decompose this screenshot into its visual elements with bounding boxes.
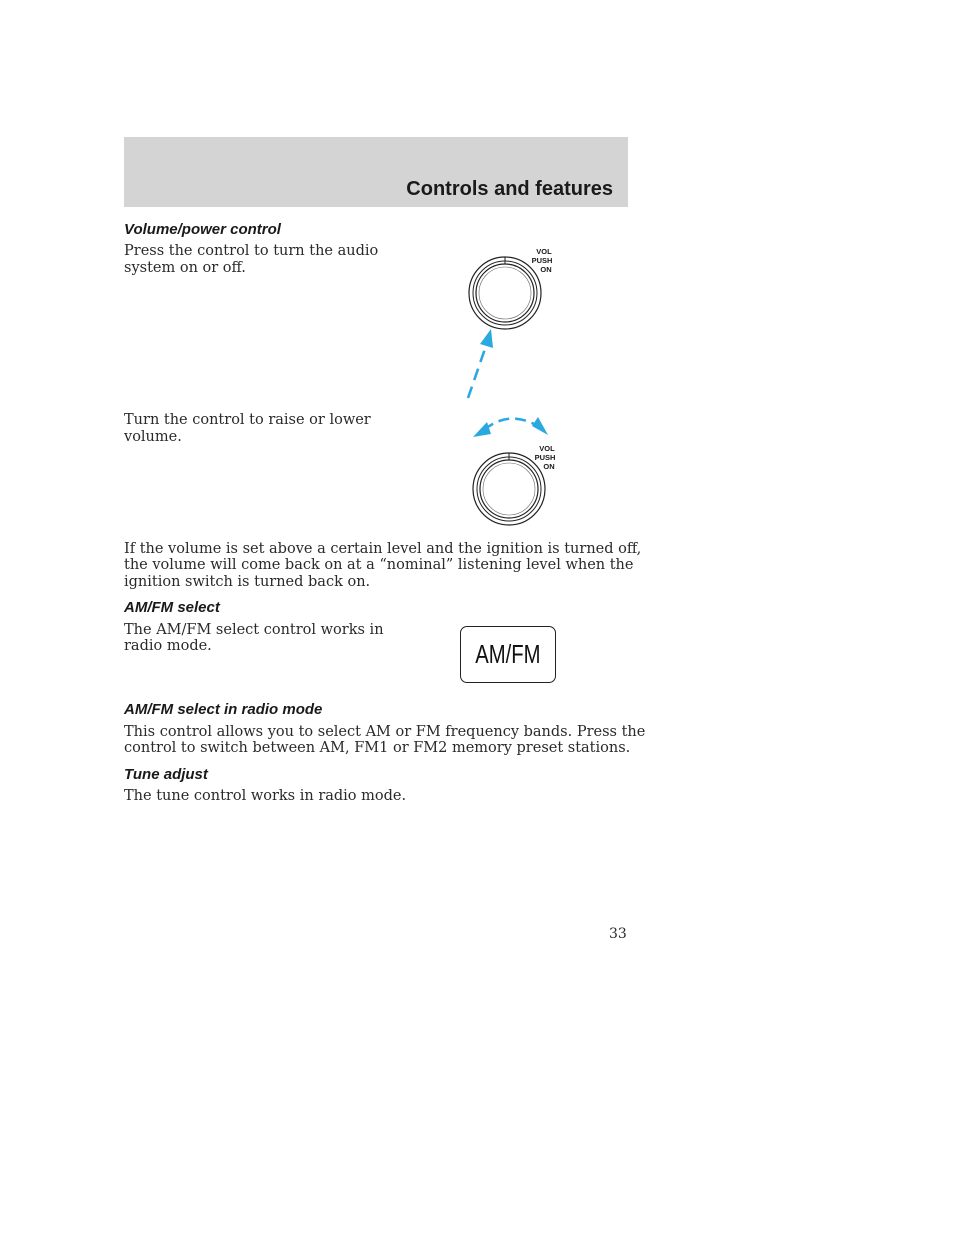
tune-text-line-1: The tune control works in radio mode. [124, 788, 407, 804]
volume-knob-figure [440, 240, 580, 535]
press-text-line-1: Press the control to turn the audio [124, 243, 379, 259]
amfm-select-heading: AM/FM select [124, 599, 220, 616]
volume-note-line-3: ignition switch is turned back on. [124, 574, 371, 590]
knob-label-vol-2: VOL [539, 444, 555, 453]
volume-note-line-1: If the volume is set above a certain level and the ignition is turned off, [124, 541, 642, 557]
push-arrow-icon [468, 329, 493, 398]
amfm-button-icon [460, 626, 556, 683]
volume-knob-icon-turn [473, 444, 555, 525]
volume-knob-icon-press [469, 247, 552, 329]
amfm-button-label: AM/FM [475, 639, 541, 669]
header-band [124, 137, 628, 207]
amfm-select-text-line-2: radio mode. [124, 638, 212, 654]
amfm-radio-text-line-2: control to switch between AM, FM1 or FM2 memory preset stations. [124, 740, 631, 756]
tune-heading: Tune adjust [124, 766, 208, 783]
knob-label-on: ON [540, 265, 552, 274]
page-number: 33 [609, 926, 627, 942]
volume-note-line-2: the volume will come back on at a “nominal” listening level when the [124, 557, 634, 573]
knob-label-push: PUSH [531, 256, 553, 265]
turn-text-line-1: Turn the control to raise or lower [124, 412, 371, 428]
knob-label-on-2: ON [543, 462, 555, 471]
amfm-select-text-line-1: The AM/FM select control works in [124, 622, 384, 638]
volume-heading: Volume/power control [124, 221, 281, 238]
knob-label-vol: VOL [536, 247, 552, 256]
knob-label-push-2: PUSH [534, 453, 556, 462]
page-title: Controls and features [406, 178, 613, 200]
rotate-arrow-icon [473, 417, 548, 437]
turn-text-line-2: volume. [124, 429, 182, 445]
amfm-radio-heading: AM/FM select in radio mode [124, 701, 323, 718]
amfm-radio-text-line-1: This control allows you to select AM or FM frequency bands. Press the [124, 724, 646, 740]
press-text-line-2: system on or off. [124, 260, 246, 276]
